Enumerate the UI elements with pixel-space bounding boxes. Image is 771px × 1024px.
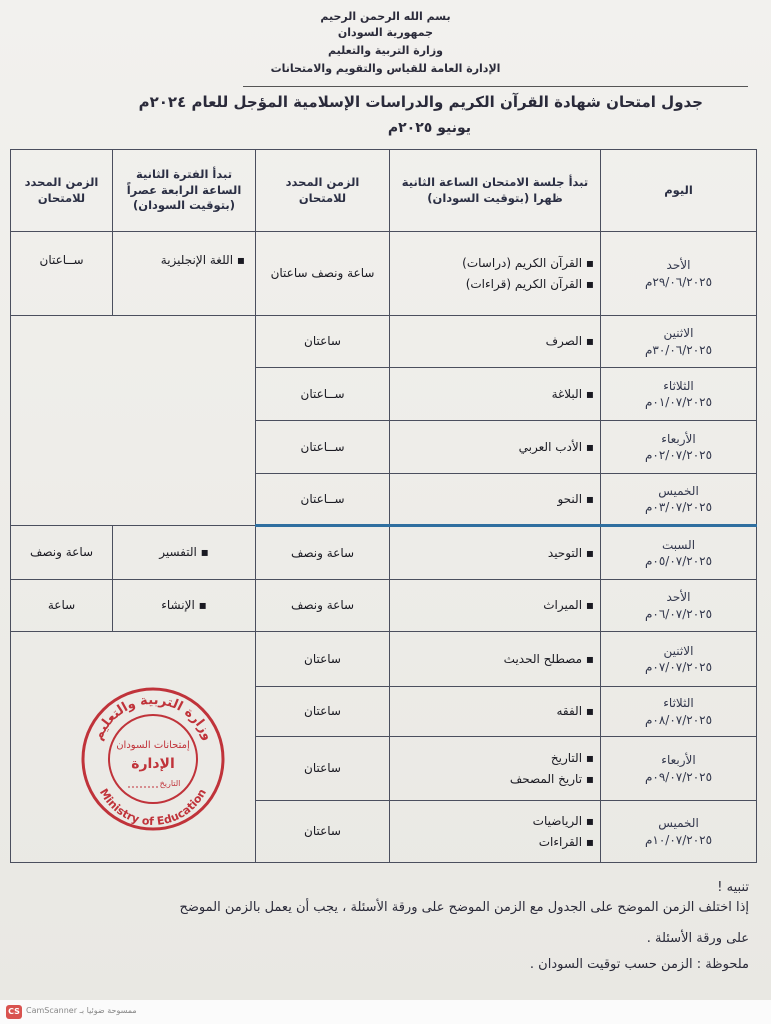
duration-cell: ساعتان xyxy=(256,801,390,863)
day-name: الأحد xyxy=(666,258,691,273)
subject-cell: ▪ الميراث xyxy=(390,580,601,632)
day-name: الاثنين xyxy=(663,643,694,658)
stamp-line-3: التاريخ xyxy=(159,779,181,788)
subject-cell: ▪ الأدب العربي xyxy=(390,421,601,474)
subject-cell: ▪ الفقه xyxy=(390,687,601,737)
subject-item: ▪ التاريخ xyxy=(550,751,594,766)
header-duration-2: الزمن المحدد للامتحان xyxy=(11,150,113,232)
duration-cell: ساعة ونصف ساعتان xyxy=(256,232,390,316)
duration-cell: ســاعتان xyxy=(256,421,390,474)
day-cell xyxy=(601,316,757,368)
header-day: اليوم xyxy=(601,150,757,232)
directorate-name: الإدارة العامة للقياس والتقويم والامتحانات xyxy=(270,62,501,75)
subject-cell: ▪ مصطلح الحديث xyxy=(390,632,601,687)
second-duration-cell: ساعة ونصف xyxy=(11,526,113,580)
subject-cell: ▪ البلاغة xyxy=(390,368,601,421)
subject-cell xyxy=(390,737,601,801)
day-cell xyxy=(601,232,757,316)
subject-item: ▪ القراءات xyxy=(538,834,594,849)
camscanner-text: CamScanner ممسوحة ضوئيا بـ xyxy=(26,1006,137,1015)
day-date: ٠٣/٠٧/٢٠٢٥م xyxy=(644,500,713,514)
subject-cell xyxy=(390,232,601,316)
day-cell xyxy=(601,580,757,632)
duration-cell: ساعتان xyxy=(256,737,390,801)
subject-item: ▪ الرياضيات xyxy=(532,814,594,829)
stamp-line-1: إمتحانات السودان xyxy=(116,740,190,751)
day-cell xyxy=(601,801,757,863)
table-row xyxy=(11,316,757,368)
day-cell xyxy=(601,368,757,421)
subject-cell: ▪ النحو xyxy=(390,474,601,526)
duration-cell: ســاعتان xyxy=(256,474,390,526)
day-date: ٠٨/٠٧/٢٠٢٥م xyxy=(644,712,713,727)
table-row xyxy=(11,632,757,687)
stamp-line-2: الإدارة xyxy=(131,756,175,772)
second-subject-cell: ▪ الإنشاء xyxy=(113,580,256,632)
day-name: الاثنين xyxy=(663,326,694,341)
second-subject-cell: ▪ التفسير xyxy=(113,526,256,580)
day-cell xyxy=(601,526,757,580)
day-cell xyxy=(601,474,757,526)
day-date: ٠٦/٠٧/٢٠٢٥م xyxy=(644,606,713,621)
republic-name: جمهورية السودان xyxy=(337,26,434,39)
day-date: ١٠/٠٧/٢٠٢٥م xyxy=(644,832,713,847)
day-date: ٠٢/٠٧/٢٠٢٥م xyxy=(644,448,713,462)
basmala: بسم الله الرحمن الرحيم xyxy=(320,10,451,23)
ministry-name: وزارة التربية والتعليم xyxy=(328,44,443,57)
day-date: ٢٩/٠٦/٢٠٢٥م xyxy=(644,274,713,289)
subject-item: ▪ القرآن الكريم (قراءات) xyxy=(465,276,594,291)
duration-cell: ساعتان xyxy=(256,632,390,687)
day-cell xyxy=(601,687,757,737)
day-name: الأربعاء xyxy=(661,431,696,446)
day-name: الخميس xyxy=(658,816,699,831)
table-row xyxy=(11,232,757,316)
table-header-row xyxy=(11,150,757,232)
duration-cell: ســاعتان xyxy=(256,368,390,421)
duration-cell: ساعتان xyxy=(256,687,390,737)
subject-cell xyxy=(390,801,601,863)
stamp-arc-arabic: وزارة التربية والتعليم xyxy=(90,692,216,743)
subject-item: ▪ القرآن الكريم (دراسات) xyxy=(462,256,594,271)
notice-line-3: ملحوظة : الزمن حسب توقيت السودان . xyxy=(529,957,749,972)
camscanner-logo-icon: CS xyxy=(6,1005,22,1019)
scanner-footer xyxy=(0,1000,771,1024)
notice-line-2: على ورقة الأسئلة . xyxy=(646,931,749,946)
duration-cell: ساعة ونصف xyxy=(256,580,390,632)
second-duration-cell: ســاعتان xyxy=(11,232,113,316)
day-date: ٠١/٠٧/٢٠٢٥م xyxy=(644,395,713,409)
subject-item: ▪ تاريخ المصحف xyxy=(509,771,594,786)
day-name: الثلاثاء xyxy=(663,378,694,393)
empty-second-period xyxy=(11,316,256,526)
day-date: ٠٥/٠٧/٢٠٢٥م xyxy=(644,554,713,568)
document-subtitle: يونيو ٢٠٢٥م xyxy=(387,120,471,136)
day-name: الأربعاء xyxy=(661,753,696,768)
table-row xyxy=(11,526,757,580)
notice-line-1: إذا اختلف الزمن الموضح على الجدول مع الزمن الموضح على ورقة الأسئلة ، يجب أن يعمل بالزمن الموضح xyxy=(179,900,749,915)
subject-cell: ▪ التوحيد xyxy=(390,526,601,580)
duration-cell: ساعة ونصف xyxy=(256,526,390,580)
day-name: الخميس xyxy=(658,483,699,498)
header-first-period: تبدأ جلسة الامتحان الساعة الثانية ظهرا (بتوقيت السودان) xyxy=(390,150,601,232)
subject-cell: ▪ الصرف xyxy=(390,316,601,368)
ministry-stamp xyxy=(80,686,226,832)
day-cell xyxy=(601,737,757,801)
day-name: السبت xyxy=(661,537,696,552)
second-duration-cell: ساعة xyxy=(11,580,113,632)
day-name: الثلاثاء xyxy=(663,696,694,711)
day-cell xyxy=(601,632,757,687)
document-title: جدول امتحان شهادة القرآن الكريم والدراسات الإسلامية المؤجل للعام ٢٠٢٤م xyxy=(138,93,703,111)
day-date: ٣٠/٠٦/٢٠٢٥م xyxy=(644,342,713,357)
stamp-arc-english: Ministry of Education xyxy=(96,786,209,829)
notice-heading: تنبيه ! xyxy=(717,880,749,895)
header-second-period: تبدأ الفترة الثانية الساعة الرابعة عصراً (بتوقيت السودان) xyxy=(113,150,256,232)
header-duration-1: الزمن المحدد للامتحان xyxy=(256,150,390,232)
day-date: ٠٩/٠٧/٢٠٢٥م xyxy=(644,769,713,784)
header-divider xyxy=(243,86,748,87)
duration-cell: ساعتان xyxy=(256,316,390,368)
table-row xyxy=(11,580,757,632)
day-cell xyxy=(601,421,757,474)
day-name: الأحد xyxy=(666,590,691,605)
day-date: ٠٧/٠٧/٢٠٢٥م xyxy=(644,660,713,674)
second-subject-cell: ▪ اللغة الإنجليزية xyxy=(113,232,256,316)
